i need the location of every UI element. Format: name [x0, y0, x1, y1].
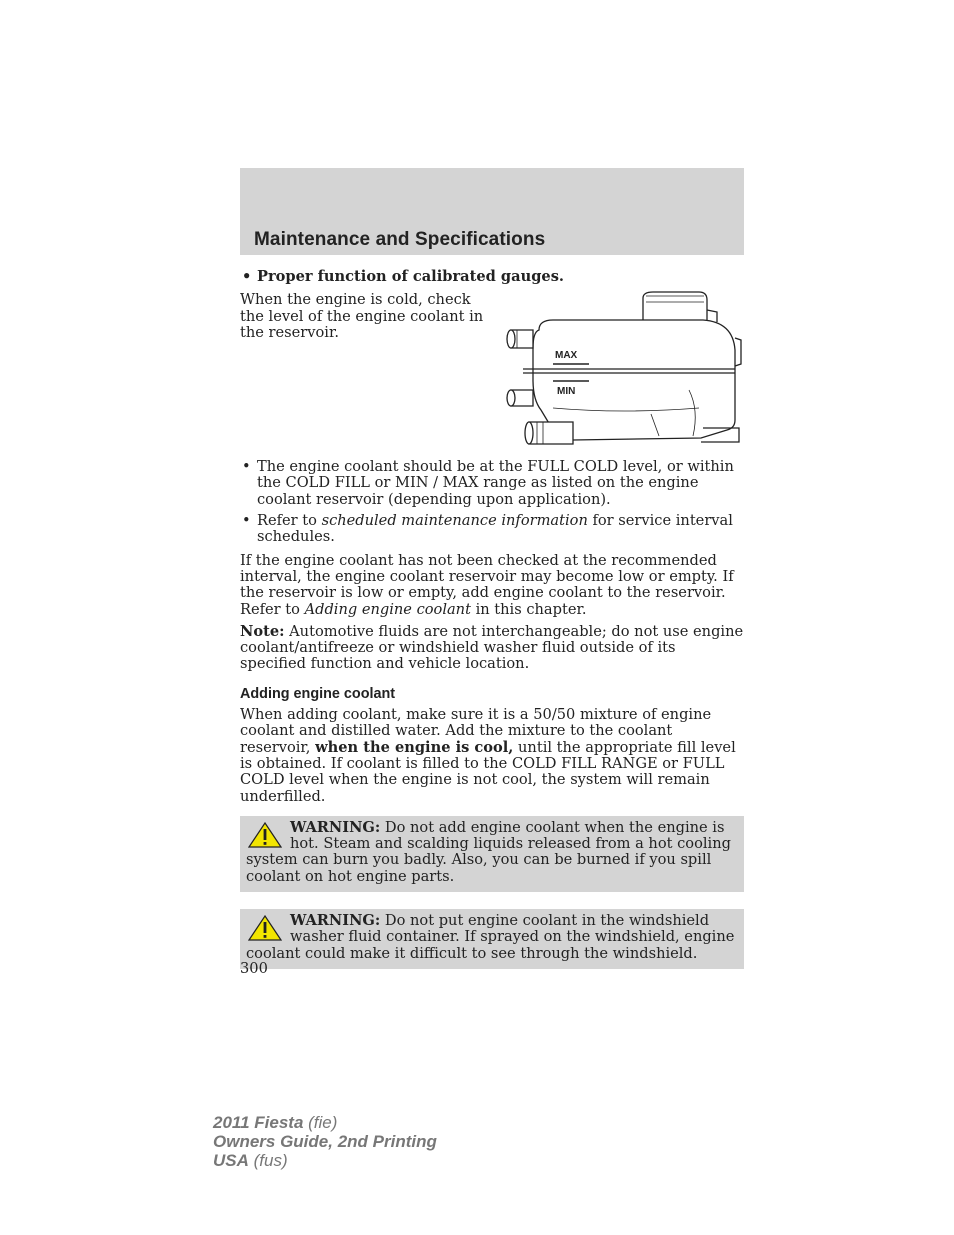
adding-post: until the appropriate fill level is obtained. If coolant is filled to the COLD FILL RANGE or FULL COLD level when the engine is not cool, the system will remain underfilled. [240, 738, 736, 805]
note-paragraph [240, 624, 744, 673]
section-title: Maintenance and Specifications [254, 229, 546, 250]
warning-text: Do not put engine coolant in the windshield washer fluid container. If sprayed on the windshield, engine coolant could make it difficult to see through the windshield. [246, 912, 735, 962]
scheduled-maintenance-link[interactable]: scheduled maintenance information [321, 512, 588, 530]
footer-market: USA [213, 1151, 249, 1170]
intro-paragraph: When the engine is cold, check the level of the engine coolant in the reservoir. [240, 291, 484, 341]
footer-line-1 [213, 1113, 437, 1132]
warning-box-hot-engine [240, 816, 744, 892]
warning-triangle-icon [248, 822, 282, 848]
bullet-refer-post: for service interval schedules. [257, 512, 733, 546]
note-text: Automotive fluids are not interchangeable; do not use engine coolant/antifreeze or windshield washer fluid outside of its specified function and vehicle location. [240, 622, 744, 673]
adding-pre: When adding coolant, make sure it is a 50/50 mixture of engine coolant and distilled water. Add the mixture to the coolant reservoir, [240, 706, 712, 756]
warning-triangle-icon [248, 915, 282, 941]
section-heading: Adding engine coolant [240, 685, 396, 702]
warning-text: Do not add engine coolant when the engine is hot. Steam and scalding liquids released from a hot cooling system can burn you badly. Also, you can be burned if you spill coolant on hot engine parts. [246, 818, 731, 885]
section-header-band [240, 168, 744, 255]
footer-market-code: (fus) [248, 1151, 288, 1170]
bullet-gauges: • Proper function of calibrated gauges. [240, 269, 744, 285]
note-label: Note: [240, 622, 285, 640]
adding-paragraph [240, 707, 744, 805]
coolant-reservoir-illustration [503, 290, 743, 446]
bullet-coolant-level: • The engine coolant should be at the FULL COLD level, or within the COLD FILL or MIN / MAX range as listed on the engine coolant reservoir (depending upon application). [240, 459, 744, 508]
interval-pre: If the engine coolant has not been checked at the recommended interval, the engine coolant reservoir may become low or empty. If the reservoir is low or empty, add engine coolant to the reservoir. Refer to [240, 551, 734, 618]
footer-line-2: Owners Guide, 2nd Printing [213, 1132, 437, 1151]
warning-box-washer-fluid [240, 909, 744, 969]
max-mark-label: MAX [555, 350, 578, 361]
bullet-refer-pre: Refer to [257, 512, 322, 530]
page-number: 300 [240, 960, 268, 977]
interval-post: in this chapter. [470, 600, 587, 618]
footer-line-3 [213, 1151, 437, 1170]
adding-bold: when the engine is cool, [315, 738, 514, 756]
bullet-refer-schedule [240, 513, 744, 546]
warning-label: WARNING: [290, 818, 381, 836]
adding-coolant-link[interactable]: Adding engine coolant [304, 600, 471, 618]
footer-model: 2011 Fiesta [213, 1113, 304, 1132]
footer-model-code: (fie) [303, 1113, 338, 1132]
min-mark-label: MIN [557, 386, 576, 397]
interval-paragraph [240, 553, 744, 618]
warning-label: WARNING: [290, 912, 381, 930]
footer-edition [213, 1113, 437, 1170]
